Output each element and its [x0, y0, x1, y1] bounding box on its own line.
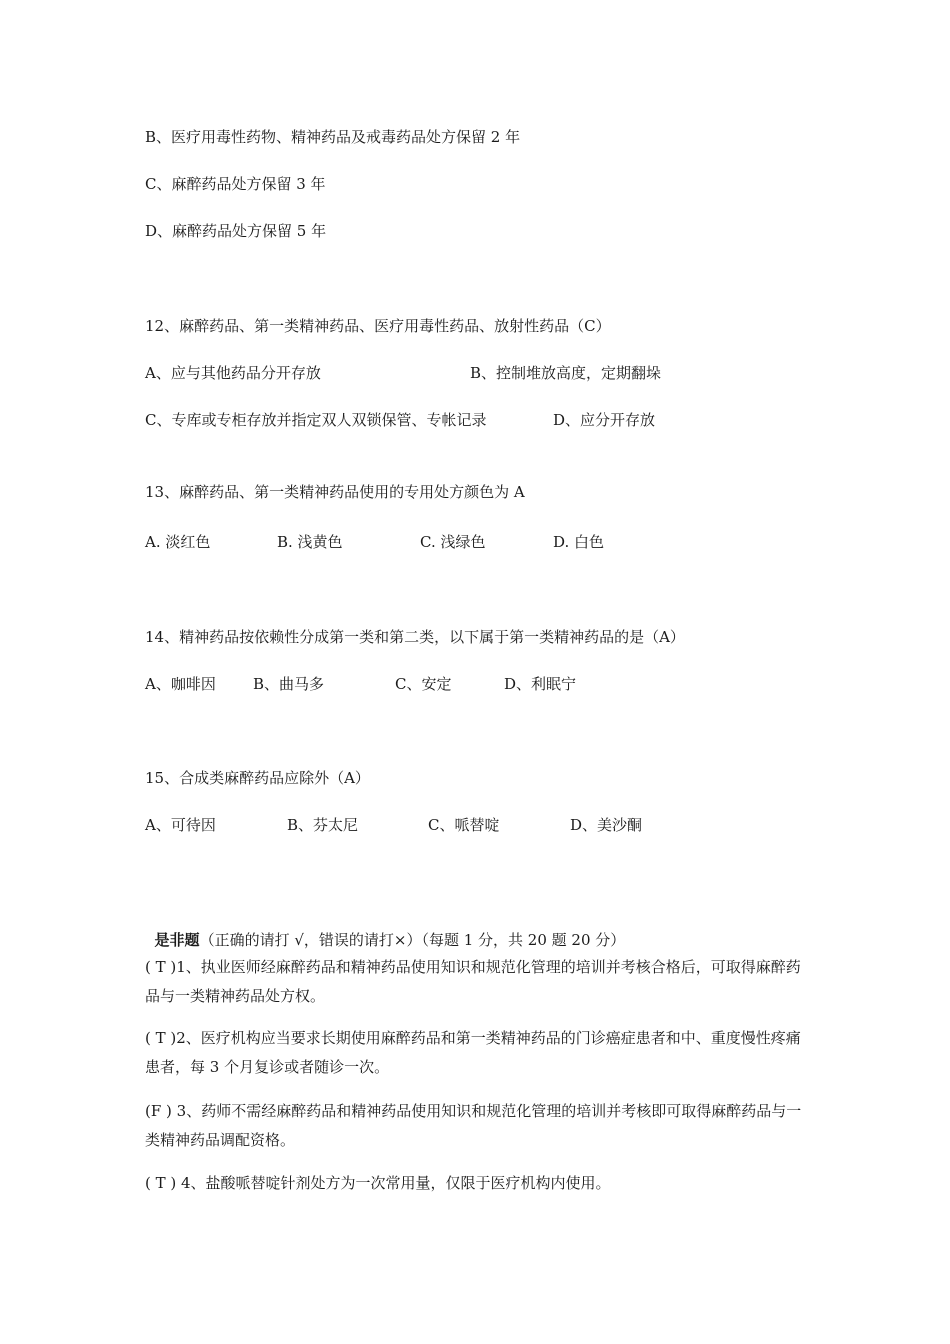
tf-item-1: ( T )1、执业医师经麻醉药品和精神药品使用知识和规范化管理的培训并考核合格后，可取得麻醉药品与一类精神药品处方权。 — [145, 958, 801, 1005]
q15-option-c: C、哌替啶 — [428, 816, 500, 834]
q15-option-a: A、可待因 — [145, 816, 216, 834]
q15-option-b: B、芬太尼 — [287, 816, 359, 834]
tf-item-4: ( T ) 4、盐酸哌替啶针剂处方为一次常用量，仅限于医疗机构内使用。 — [145, 1174, 611, 1192]
q11-option-c: C、麻醉药品处方保留 3 年 — [145, 175, 326, 193]
q14-option-d: D、利眠宁 — [504, 675, 577, 693]
section-title: 是非题 — [154, 931, 200, 949]
q14-option-a: A、咖啡因 — [145, 675, 216, 693]
q13-option-a: A. 淡红色 — [145, 533, 211, 551]
q12-option-a: A、应与其他药品分开存放 — [145, 364, 321, 382]
q11-option-d: D、麻醉药品处方保留 5 年 — [145, 222, 327, 240]
q14-option-c: C、安定 — [395, 675, 452, 693]
q12-option-d: D、应分开存放 — [553, 411, 656, 429]
q12-option-c: C、专库或专柜存放并指定双人双锁保管、专帐记录 — [145, 411, 487, 429]
q13-option-d: D. 白色 — [553, 533, 605, 551]
q14-option-b: B、曲马多 — [253, 675, 325, 693]
q12-option-b: B、控制堆放高度，定期翻垛 — [470, 364, 662, 382]
q15-option-d: D、美沙酮 — [570, 816, 643, 834]
tf-item-3: (F ) 3、药师不需经麻醉药品和精神药品使用知识和规范化管理的培训并考核即可取得麻醉药品与一类精神药品调配资格。 — [145, 1102, 802, 1149]
q13-option-c: C. 浅绿色 — [420, 533, 486, 551]
q11-option-b: B、医疗用毒性药物、精神药品及戒毒药品处方保留 2 年 — [145, 128, 521, 146]
q14-stem: 14、精神药品按依赖性分成第一类和第二类，以下属于第一类精神药品的是（A） — [145, 628, 685, 646]
q12-stem: 12、麻醉药品、第一类精神药品、医疗用毒性药品、放射性药品（C） — [145, 317, 611, 335]
q13-stem: 13、麻醉药品、第一类精神药品使用的专用处方颜色为 A — [145, 483, 525, 501]
tf-item-2: ( T )2、医疗机构应当要求长期使用麻醉药品和第一类精神药品的门诊癌症患者和中、重度慢性疼痛患者，每 3 个月复诊或者随诊一次。 — [145, 1029, 801, 1076]
q15-stem: 15、合成类麻醉药品应除外（A） — [145, 769, 370, 787]
section-note: （正确的请打 √，错误的请打×）（每题 1 分，共 20 题 20 分） — [199, 931, 626, 949]
q13-option-b: B. 浅黄色 — [277, 533, 343, 551]
section-heading — [145, 910, 625, 950]
